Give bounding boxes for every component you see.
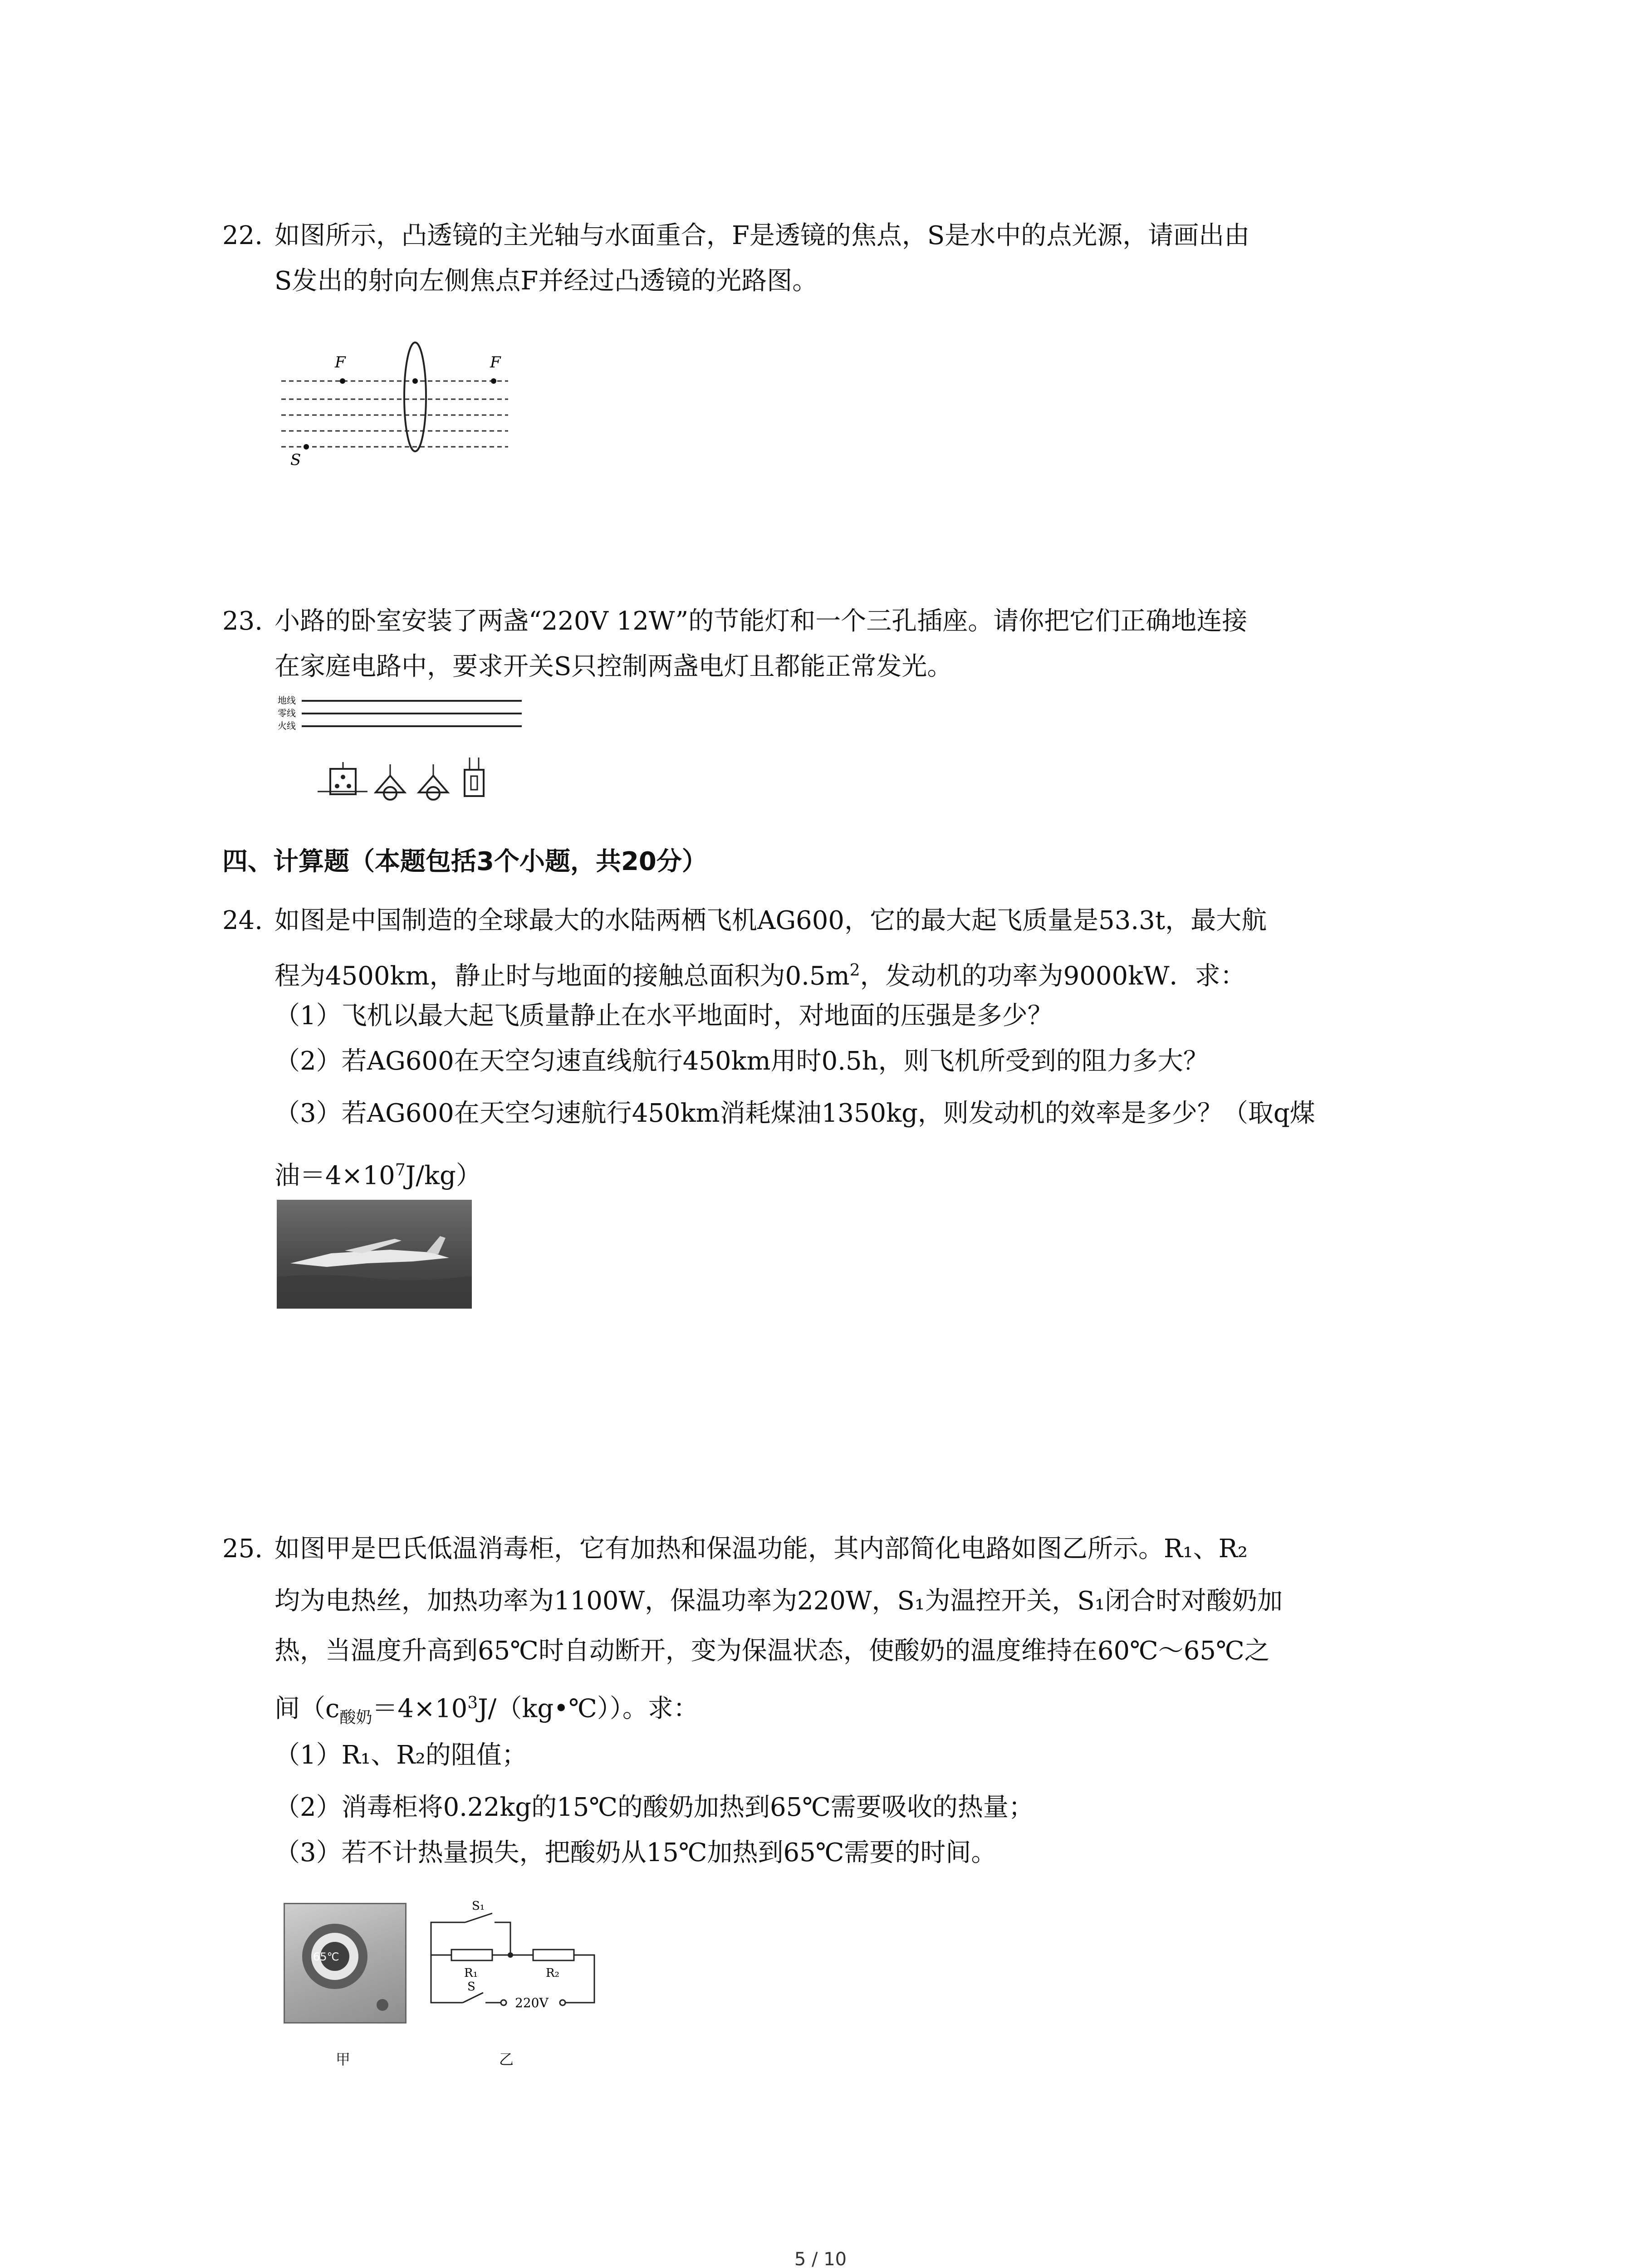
q24-sub2: （2）若AG600在天空匀速直线航行450km用时0.5h，则飞机所受到的阻力多大？ xyxy=(274,1046,1209,1076)
wire-label-neutral: 零线 xyxy=(278,708,296,719)
q25-sub3: （3）若不计热量损失，把酸奶从15℃加热到65℃需要的时间。 xyxy=(274,1838,997,1867)
label-s: S xyxy=(290,451,301,469)
heater-circuit-diagram xyxy=(424,1901,606,2023)
circuit-label-r2: R₂ xyxy=(546,1966,559,1980)
page-number: 5 / 10 xyxy=(794,2249,847,2268)
resistor-r1 xyxy=(451,1950,492,1960)
circuit-label-s1: S₁ xyxy=(472,1901,485,1913)
circuit-label-r1: R₁ xyxy=(464,1966,478,1980)
switch-s xyxy=(465,758,484,796)
q25-sub2: （2）消毒柜将0.22kg的15℃的酸奶加热到65℃需要吸收的热量； xyxy=(274,1793,1034,1822)
cabinet-dial xyxy=(285,1904,405,2022)
three-pin-socket xyxy=(318,762,367,794)
q25-number: 25. xyxy=(222,1534,263,1564)
ag600-plane-photo xyxy=(277,1200,472,1309)
q24-sub3: （3）若AG600在天空匀速航行450km消耗煤油1350kg，则发动机的效率是多少？（取q煤 xyxy=(274,1099,1315,1128)
q22-number: 22. xyxy=(222,221,263,250)
q24-text-2-sup: 2 xyxy=(849,961,860,980)
q24-line2 xyxy=(274,953,1246,995)
lamp-1 xyxy=(376,764,405,800)
q23-text-1: 小路的卧室安装了两盏“220V 12W”的节能灯和一个三孔插座。请你把它们正确地连接 xyxy=(274,606,1248,636)
q22-line2 xyxy=(274,263,818,299)
focal-point-right xyxy=(491,378,496,384)
q25-line4-sub: 酸奶 xyxy=(339,1708,372,1727)
q22-text-2: S发出的射向左侧焦点F并经过凸透镜的光路图。 xyxy=(274,266,818,296)
focal-point-left xyxy=(340,378,345,384)
q25-sub1: （1）R₁、R₂的阻值； xyxy=(274,1740,527,1770)
section4-heading: 四、计算题（本题包括3个小题，共20分） xyxy=(222,847,707,876)
household-circuit-diagram xyxy=(277,692,531,814)
q25-line4-post: J/（kg•℃））。求： xyxy=(478,1694,699,1724)
q25-line4 xyxy=(274,1685,699,1736)
q22-line1 xyxy=(222,218,1249,254)
q24-sub3b-post: J/kg） xyxy=(405,1161,481,1191)
q23-number: 23. xyxy=(222,606,263,636)
q24-sub3b-sup: 7 xyxy=(395,1161,406,1179)
lamp-2 xyxy=(419,764,448,800)
label-f-left: F xyxy=(335,353,346,371)
fig-label-jia: 甲 xyxy=(336,2051,351,2068)
q24-sub3b xyxy=(274,1152,481,1194)
q25-line4-sup: 3 xyxy=(467,1694,478,1712)
convex-lens xyxy=(404,342,426,451)
resistor-r2 xyxy=(533,1950,574,1960)
plane-silhouette xyxy=(277,1200,472,1309)
q22-text-1: 如图所示，凸透镜的主光轴与水面重合，F是透镜的焦点，S是水中的点光源，请画出由 xyxy=(274,221,1250,250)
q25-line2: 均为电热丝，加热功率为1100W，保温功率为220W，S₁为温控开关，S₁闭合时对酸奶加 xyxy=(274,1586,1283,1616)
q24-text-2b: ，发动机的功率为9000kW．求： xyxy=(860,961,1246,991)
q24-line1 xyxy=(222,903,1267,939)
q25-line3: 热，当温度升高到65℃时自动断开，变为保温状态，使酸奶的温度维持在60℃～65℃之 xyxy=(274,1636,1270,1666)
wire-label-live: 火线 xyxy=(278,720,296,731)
q24-text-2a: 程为4500km，静止时与地面的接触总面积为0.5m xyxy=(274,961,850,991)
label-f-right: F xyxy=(490,353,501,371)
q24-number: 24. xyxy=(222,906,263,935)
light-source-s xyxy=(304,444,309,450)
q24-sub3b-pre: 油＝4×10 xyxy=(274,1161,395,1191)
disinfection-cabinet-photo xyxy=(284,1903,407,2024)
lens-center-point xyxy=(412,378,418,384)
q23-line2 xyxy=(274,649,952,685)
fig-label-yi: 乙 xyxy=(499,2051,514,2068)
q25-line1 xyxy=(222,1531,1248,1567)
q24-sub1: （1）飞机以最大起飞质量静止在水平地面时，对地面的压强是多少？ xyxy=(274,1001,1053,1031)
q25-text-1: 如图甲是巴氏低温消毒柜，它有加热和保温功能，其内部简化电路如图乙所示。R₁、R₂ xyxy=(274,1534,1248,1564)
q23-line1 xyxy=(222,603,1247,640)
dial-label: 65℃ xyxy=(313,1950,339,1963)
q25-line4-pre: 间（c xyxy=(274,1694,340,1724)
lens-diagram xyxy=(277,340,513,476)
circuit-label-s: S xyxy=(467,1980,475,1994)
circuit-label-220v: 220V xyxy=(515,1995,549,2010)
q24-text-1: 如图是中国制造的全球最大的水陆两栖飞机AG600，它的最大起飞质量是53.3t，最大航 xyxy=(274,906,1267,935)
q25-line4-mid: ＝4×10 xyxy=(372,1694,468,1724)
wire-label-ground: 地线 xyxy=(278,695,296,706)
q23-text-2: 在家庭电路中，要求开关S只控制两盏电灯且都能正常发光。 xyxy=(274,652,953,681)
